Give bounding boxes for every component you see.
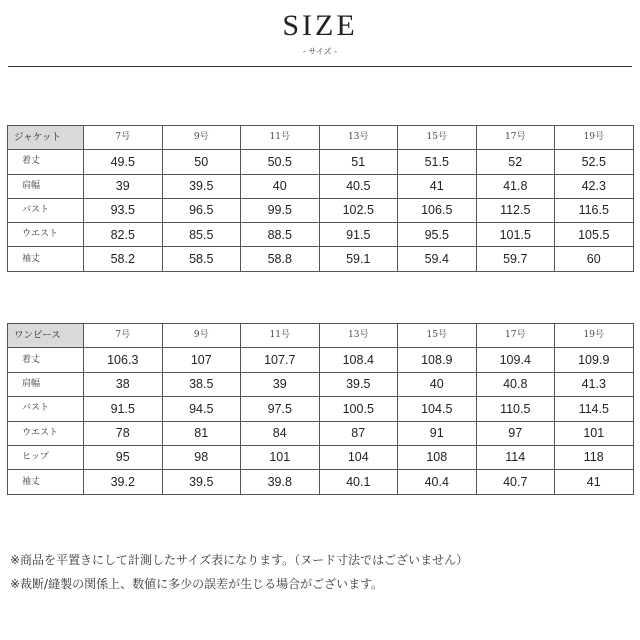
table-cell: 108.9 xyxy=(398,348,477,372)
size-header-19: 19号 xyxy=(555,324,634,348)
row-label: ヒップ xyxy=(8,445,84,469)
size-header-11: 11号 xyxy=(241,324,320,348)
table-cell: 59.7 xyxy=(476,247,555,271)
title-divider xyxy=(8,66,632,67)
table-cell: 58.5 xyxy=(162,247,241,271)
table-cell: 39.8 xyxy=(241,470,320,494)
table-cell: 104.5 xyxy=(398,397,477,421)
table-cell: 109.4 xyxy=(476,348,555,372)
note-tolerance: ※裁断/縫製の関係上、数値に多少の誤差が生じる場合がございます。 xyxy=(10,577,384,591)
table-cell: 38.5 xyxy=(162,372,241,396)
size-header-19: 19号 xyxy=(555,126,634,150)
table-cell: 51.5 xyxy=(398,150,477,174)
table-cell: 101.5 xyxy=(476,223,555,247)
table-header-row xyxy=(8,126,634,150)
size-header-11: 11号 xyxy=(241,126,320,150)
table-row xyxy=(8,150,634,174)
table-cell: 95.5 xyxy=(398,223,477,247)
table-cell: 84 xyxy=(241,421,320,445)
table-cell: 49.5 xyxy=(84,150,163,174)
table-row xyxy=(8,421,634,445)
table-row xyxy=(8,174,634,198)
table-cell: 107 xyxy=(162,348,241,372)
table-cell: 39 xyxy=(241,372,320,396)
table-cell: 106.5 xyxy=(398,198,477,222)
table-cell: 39.5 xyxy=(162,174,241,198)
table-header-row xyxy=(8,324,634,348)
row-label: 袖丈 xyxy=(8,470,84,494)
table-row xyxy=(8,470,634,494)
table-cell: 112.5 xyxy=(476,198,555,222)
table-cell: 97 xyxy=(476,421,555,445)
jacket-table-label: ジャケット xyxy=(8,126,84,150)
row-label: ウエスト xyxy=(8,421,84,445)
table-cell: 42.3 xyxy=(555,174,634,198)
table-row xyxy=(8,198,634,222)
table-cell: 40.7 xyxy=(476,470,555,494)
row-label: ウエスト xyxy=(8,223,84,247)
note-measurement: ※商品を平置きにして計測したサイズ表になります。（ヌード寸法ではございません） xyxy=(10,553,469,567)
table-cell: 99.5 xyxy=(241,198,320,222)
table-cell: 40 xyxy=(241,174,320,198)
table-cell: 91.5 xyxy=(84,397,163,421)
table-row xyxy=(8,247,634,271)
table-cell: 94.5 xyxy=(162,397,241,421)
size-header-17: 17号 xyxy=(476,126,555,150)
table-cell: 41 xyxy=(398,174,477,198)
table-cell: 114.5 xyxy=(555,397,634,421)
table-cell: 118 xyxy=(555,445,634,469)
table-cell: 108.4 xyxy=(319,348,398,372)
row-label: 肩幅 xyxy=(8,174,84,198)
notes xyxy=(10,548,630,596)
table-cell: 110.5 xyxy=(476,397,555,421)
table-cell: 98 xyxy=(162,445,241,469)
size-header-15: 15号 xyxy=(398,324,477,348)
table-cell: 39.5 xyxy=(319,372,398,396)
table-cell: 50 xyxy=(162,150,241,174)
table-cell: 100.5 xyxy=(319,397,398,421)
table-cell: 58.8 xyxy=(241,247,320,271)
table-cell: 101 xyxy=(241,445,320,469)
dress-size-table xyxy=(7,323,634,495)
table-cell: 40.5 xyxy=(319,174,398,198)
table-cell: 106.3 xyxy=(84,348,163,372)
table-cell: 87 xyxy=(319,421,398,445)
row-label: 着丈 xyxy=(8,348,84,372)
table-cell: 81 xyxy=(162,421,241,445)
table-cell: 41.3 xyxy=(555,372,634,396)
table-cell: 82.5 xyxy=(84,223,163,247)
table-cell: 85.5 xyxy=(162,223,241,247)
table-cell: 102.5 xyxy=(319,198,398,222)
size-header-13: 13号 xyxy=(319,324,398,348)
table-row xyxy=(8,223,634,247)
table-row xyxy=(8,372,634,396)
table-cell: 91 xyxy=(398,421,477,445)
table-cell: 39 xyxy=(84,174,163,198)
row-label: 着丈 xyxy=(8,150,84,174)
table-cell: 93.5 xyxy=(84,198,163,222)
table-cell: 108 xyxy=(398,445,477,469)
jacket-size-table xyxy=(7,125,634,272)
table-row xyxy=(8,445,634,469)
table-cell: 39.2 xyxy=(84,470,163,494)
table-cell: 78 xyxy=(84,421,163,445)
table-cell: 40.8 xyxy=(476,372,555,396)
row-label: バスト xyxy=(8,397,84,421)
table-cell: 40.4 xyxy=(398,470,477,494)
table-row xyxy=(8,348,634,372)
size-header-7: 7号 xyxy=(84,126,163,150)
size-header-9: 9号 xyxy=(162,126,241,150)
table-cell: 107.7 xyxy=(241,348,320,372)
size-header-13: 13号 xyxy=(319,126,398,150)
row-label: バスト xyxy=(8,198,84,222)
table-cell: 101 xyxy=(555,421,634,445)
table-cell: 105.5 xyxy=(555,223,634,247)
table-cell: 104 xyxy=(319,445,398,469)
dress-table-label: ワンピース xyxy=(8,324,84,348)
size-header-15: 15号 xyxy=(398,126,477,150)
table-cell: 41.8 xyxy=(476,174,555,198)
table-cell: 59.1 xyxy=(319,247,398,271)
row-label: 肩幅 xyxy=(8,372,84,396)
size-header-9: 9号 xyxy=(162,324,241,348)
table-cell: 109.9 xyxy=(555,348,634,372)
table-cell: 38 xyxy=(84,372,163,396)
table-cell: 91.5 xyxy=(319,223,398,247)
table-cell: 58.2 xyxy=(84,247,163,271)
table-cell: 52.5 xyxy=(555,150,634,174)
size-header-7: 7号 xyxy=(84,324,163,348)
table-cell: 39.5 xyxy=(162,470,241,494)
table-cell: 97.5 xyxy=(241,397,320,421)
table-cell: 95 xyxy=(84,445,163,469)
table-cell: 88.5 xyxy=(241,223,320,247)
table-cell: 40.1 xyxy=(319,470,398,494)
table-cell: 50.5 xyxy=(241,150,320,174)
table-cell: 51 xyxy=(319,150,398,174)
table-cell: 52 xyxy=(476,150,555,174)
table-cell: 114 xyxy=(476,445,555,469)
table-cell: 41 xyxy=(555,470,634,494)
table-cell: 40 xyxy=(398,372,477,396)
size-header-17: 17号 xyxy=(476,324,555,348)
page-subtitle: - サイズ - xyxy=(302,47,338,56)
table-cell: 59.4 xyxy=(398,247,477,271)
table-cell: 116.5 xyxy=(555,198,634,222)
table-row xyxy=(8,397,634,421)
row-label: 袖丈 xyxy=(8,247,84,271)
table-cell: 96.5 xyxy=(162,198,241,222)
table-cell: 60 xyxy=(555,247,634,271)
page-title: SIZE xyxy=(282,9,358,42)
